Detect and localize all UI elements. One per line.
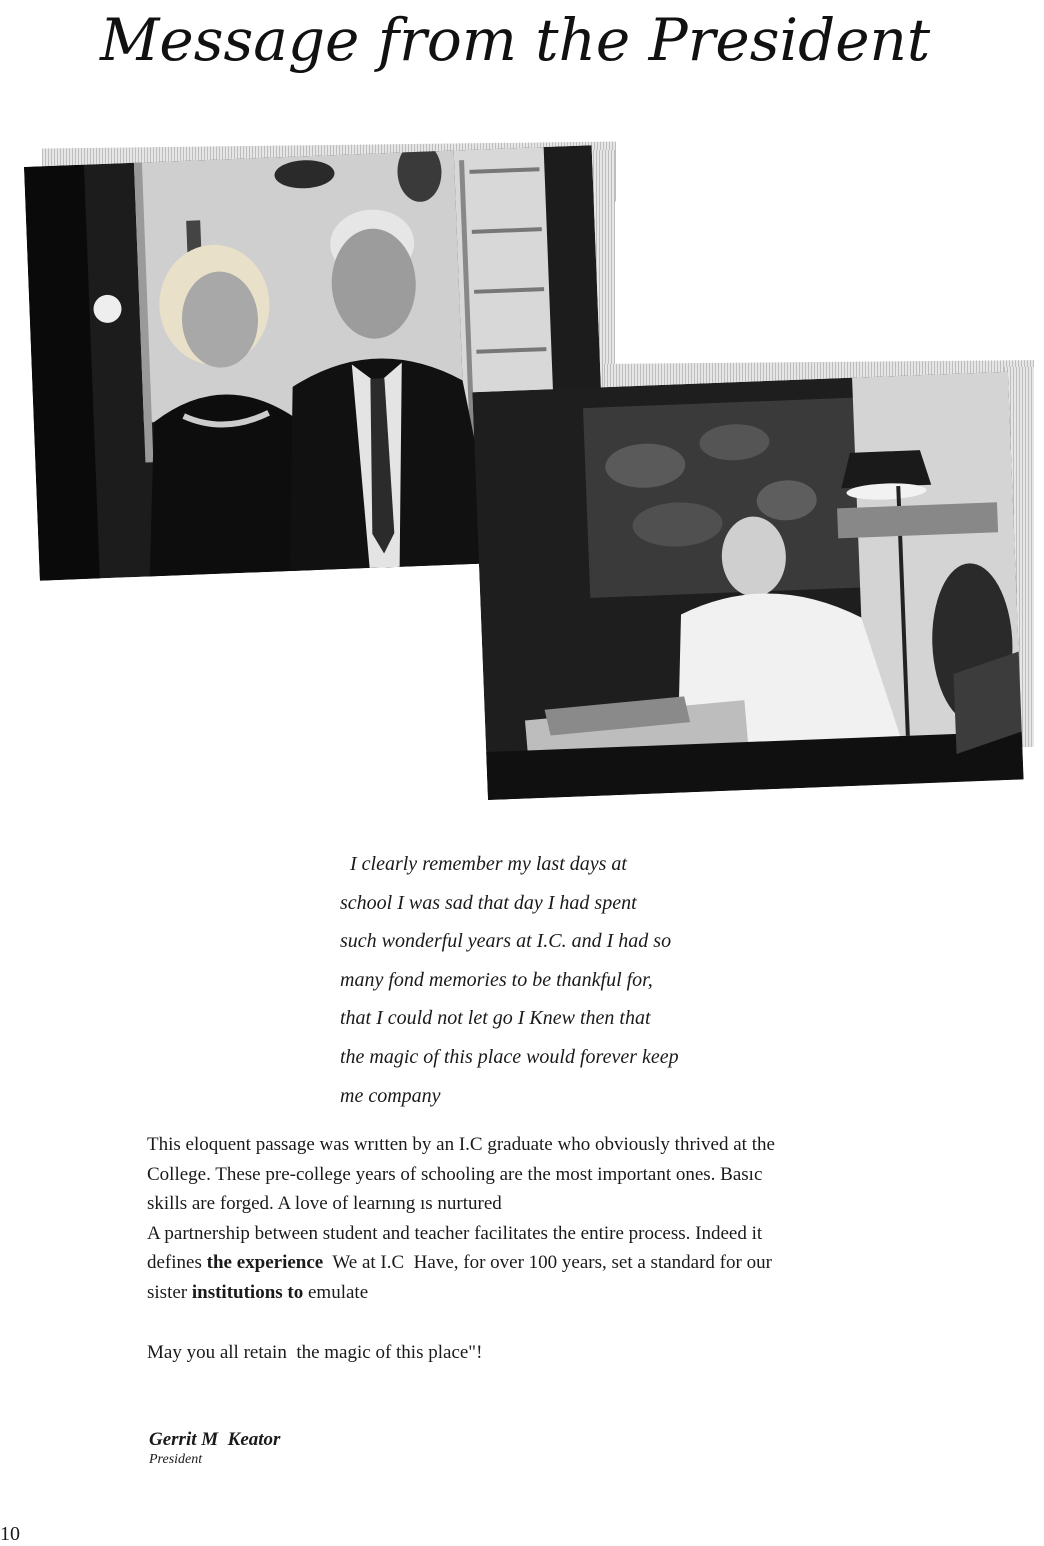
body-line: A partnership between student and teacher facilitates the entire process. Indeed it: [147, 1222, 763, 1244]
body-line: This eloquent passage was wrıtten by an I.C graduate who obviously thrived at the: [147, 1134, 775, 1155]
photo-right-frame: [484, 362, 1036, 802]
body-bold-run: the experience: [206, 1252, 324, 1273]
photo-seated-man: [472, 372, 1023, 800]
quote-line: school I was sad that day I had spent: [340, 891, 637, 914]
body-text-run: defines: [147, 1252, 207, 1273]
body-text-run: sister: [147, 1281, 192, 1303]
body-line: [147, 1278, 927, 1308]
quote-line: me company: [340, 1084, 441, 1107]
quote-line: the magic of this place would forever keep: [340, 1045, 679, 1068]
quote-line: I clearly remember my last days at: [350, 853, 627, 875]
signature-title: President: [149, 1452, 203, 1467]
quote-line: that I could not let go I Knew then that: [340, 1007, 651, 1030]
body-text-run: We at I.C Have, for over 100 years, set a standard for our: [323, 1252, 772, 1273]
body-paragraph: [147, 1130, 927, 1307]
quote-passage: [340, 845, 725, 1115]
photo-seated-man-image: [472, 372, 1023, 800]
body-line: skills are forged. A love of learnıng ıs nurtured: [147, 1193, 502, 1214]
signature-name: Gerrit M Keator: [149, 1429, 281, 1450]
body-line: College. These pre-college years of schooling are the most important ones. Basıc: [147, 1163, 763, 1185]
closing-line: May you all retain the magic of this place"!: [147, 1342, 483, 1363]
page-number: 10: [0, 1523, 20, 1545]
body-bold-run: institutions to: [191, 1281, 304, 1303]
body-line: [147, 1248, 927, 1278]
page-title: Message from the President: [100, 6, 931, 74]
body-text-run: emulate: [303, 1281, 369, 1303]
quote-line: such wonderful years at I.C. and I had so: [340, 930, 672, 953]
quote-line: many fond memories to be thankful for,: [340, 968, 653, 991]
